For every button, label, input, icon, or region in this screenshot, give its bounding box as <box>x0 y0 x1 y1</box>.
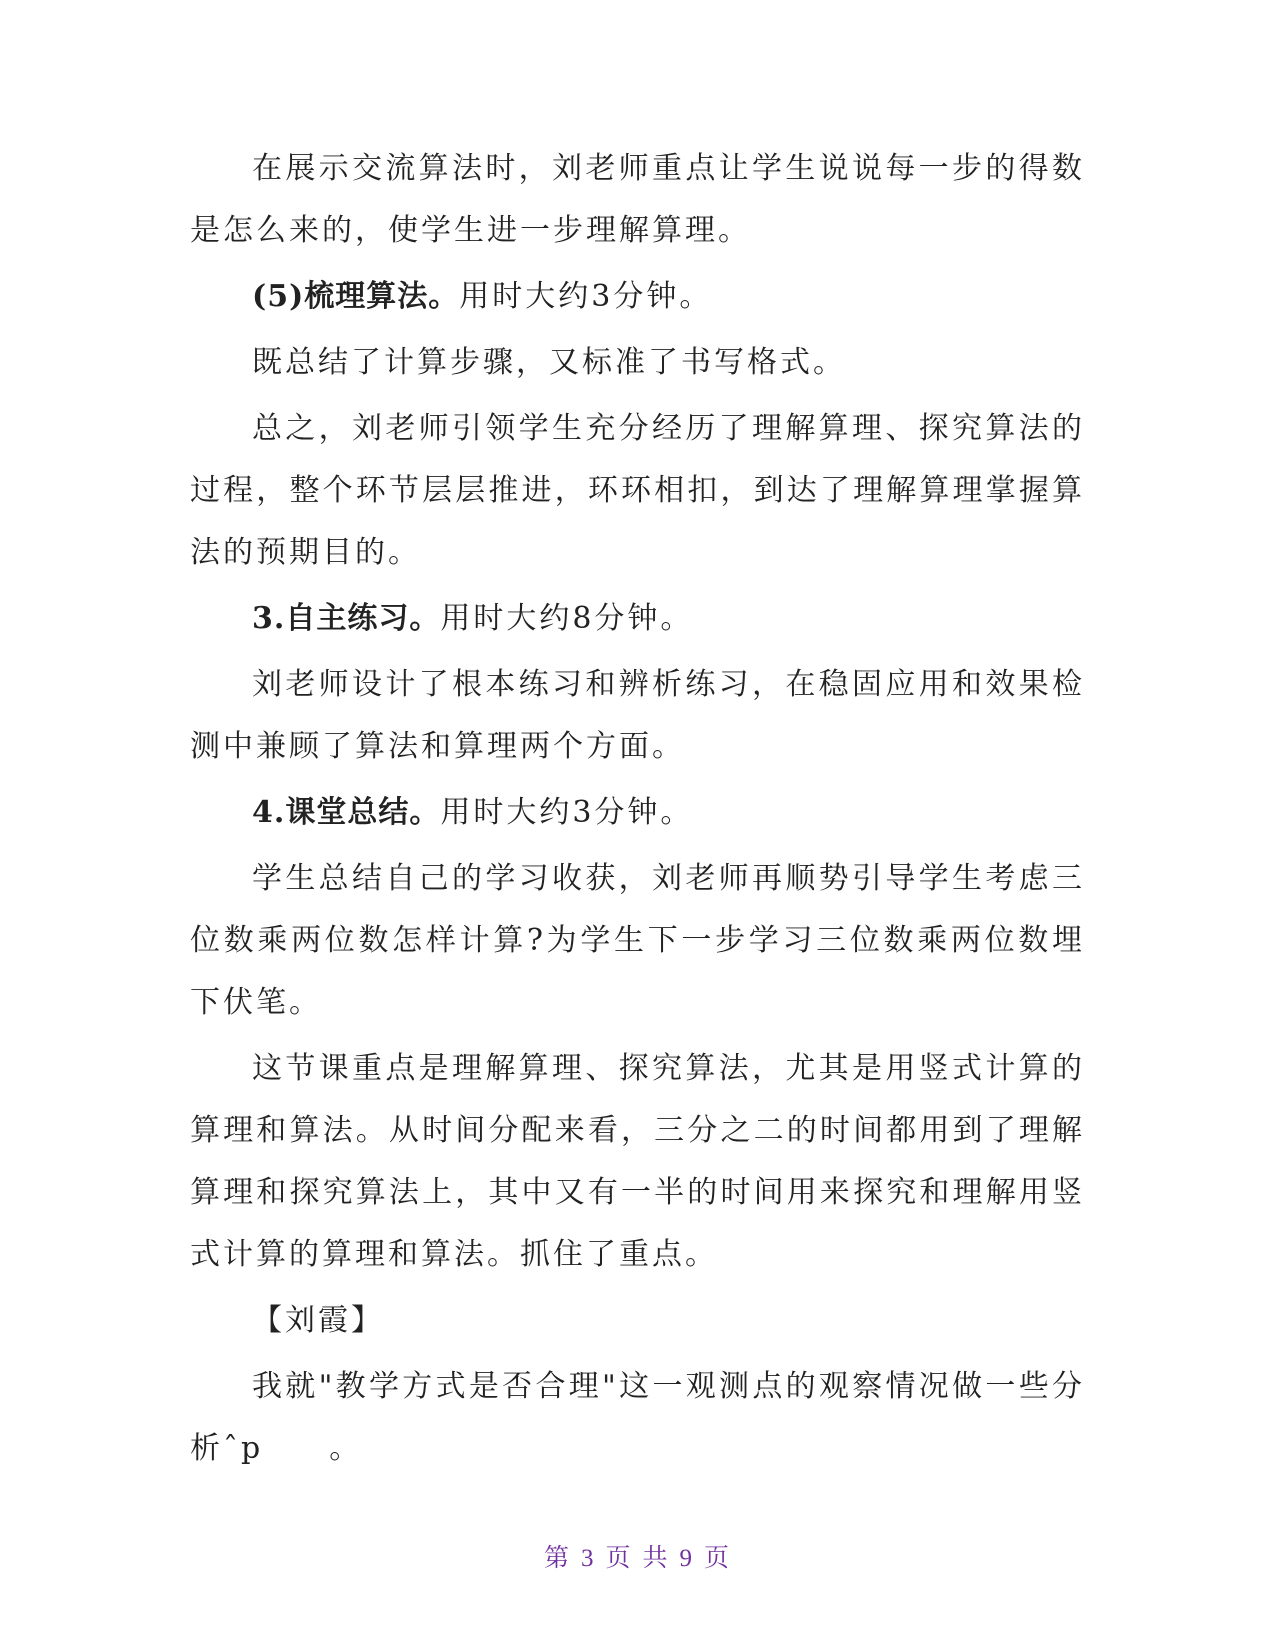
paragraph-text: 我就"教学方式是否合理"这一观测点的观察情况做一些分析ˆp 。 <box>190 1369 1085 1466</box>
section-heading: 4.课堂总结。 <box>252 795 441 830</box>
current-page-number: 3 <box>580 1545 596 1572</box>
paragraph-11 <box>190 1356 1085 1480</box>
section-heading: (5)梳理算法。 <box>252 279 460 314</box>
speaker-label <box>190 1290 1085 1352</box>
paragraph-text: 总之，刘老师引领学生充分经历了理解算理、探究算法的过程，整个环节层层推进，环环相扣，到达了理解算理掌握算法的预期目的。 <box>190 411 1085 570</box>
paragraph-text: 在展示交流算法时，刘老师重点让学生说说每一步的得数是怎么来的，使学生进一步理解算理。 <box>190 151 1085 248</box>
paragraph-2 <box>190 266 1085 328</box>
footer-prefix: 第 <box>543 1545 571 1572</box>
footer-suffix: 页 <box>704 1545 732 1572</box>
paragraph-text: 用时大约3分钟。 <box>459 279 713 314</box>
paragraph-9 <box>190 1038 1085 1286</box>
paragraph-1 <box>190 138 1085 262</box>
total-pages-number: 9 <box>679 1545 695 1572</box>
paragraph-text: 【刘霞】 <box>252 1303 384 1338</box>
paragraph-text: 用时大约3分钟。 <box>440 795 694 830</box>
section-heading: 3.自主练习。 <box>252 601 441 636</box>
paragraph-text: 刘老师设计了根本练习和辨析练习，在稳固应用和效果检测中兼顾了算法和算理两个方面。 <box>190 667 1085 764</box>
paragraph-text: 既总结了计算步骤，又标准了书写格式。 <box>252 345 846 380</box>
paragraph-text: 用时大约8分钟。 <box>440 601 694 636</box>
page-footer <box>0 1538 1275 1574</box>
document-body <box>190 138 1085 1480</box>
paragraph-5 <box>190 588 1085 650</box>
paragraph-text: 学生总结自己的学习收获，刘老师再顺势引导学生考虑三位数乘两位数怎样计算?为学生下一步学习三位数乘两位数埋下伏笔。 <box>190 861 1085 1020</box>
paragraph-text: 这节课重点是理解算理、探究算法，尤其是用竖式计算的算理和算法。从时间分配来看，三分之二的时间都用到了理解算理和探究算法上，其中又有一半的时间用来探究和理解用竖式计算的算理和算法。抓住了重点。 <box>190 1051 1085 1272</box>
paragraph-7 <box>190 782 1085 844</box>
paragraph-4 <box>190 398 1085 584</box>
paragraph-6 <box>190 654 1085 778</box>
paragraph-8 <box>190 848 1085 1034</box>
paragraph-3 <box>190 332 1085 394</box>
footer-page-label: 页 <box>605 1545 633 1572</box>
footer-total-label: 共 <box>642 1545 670 1572</box>
